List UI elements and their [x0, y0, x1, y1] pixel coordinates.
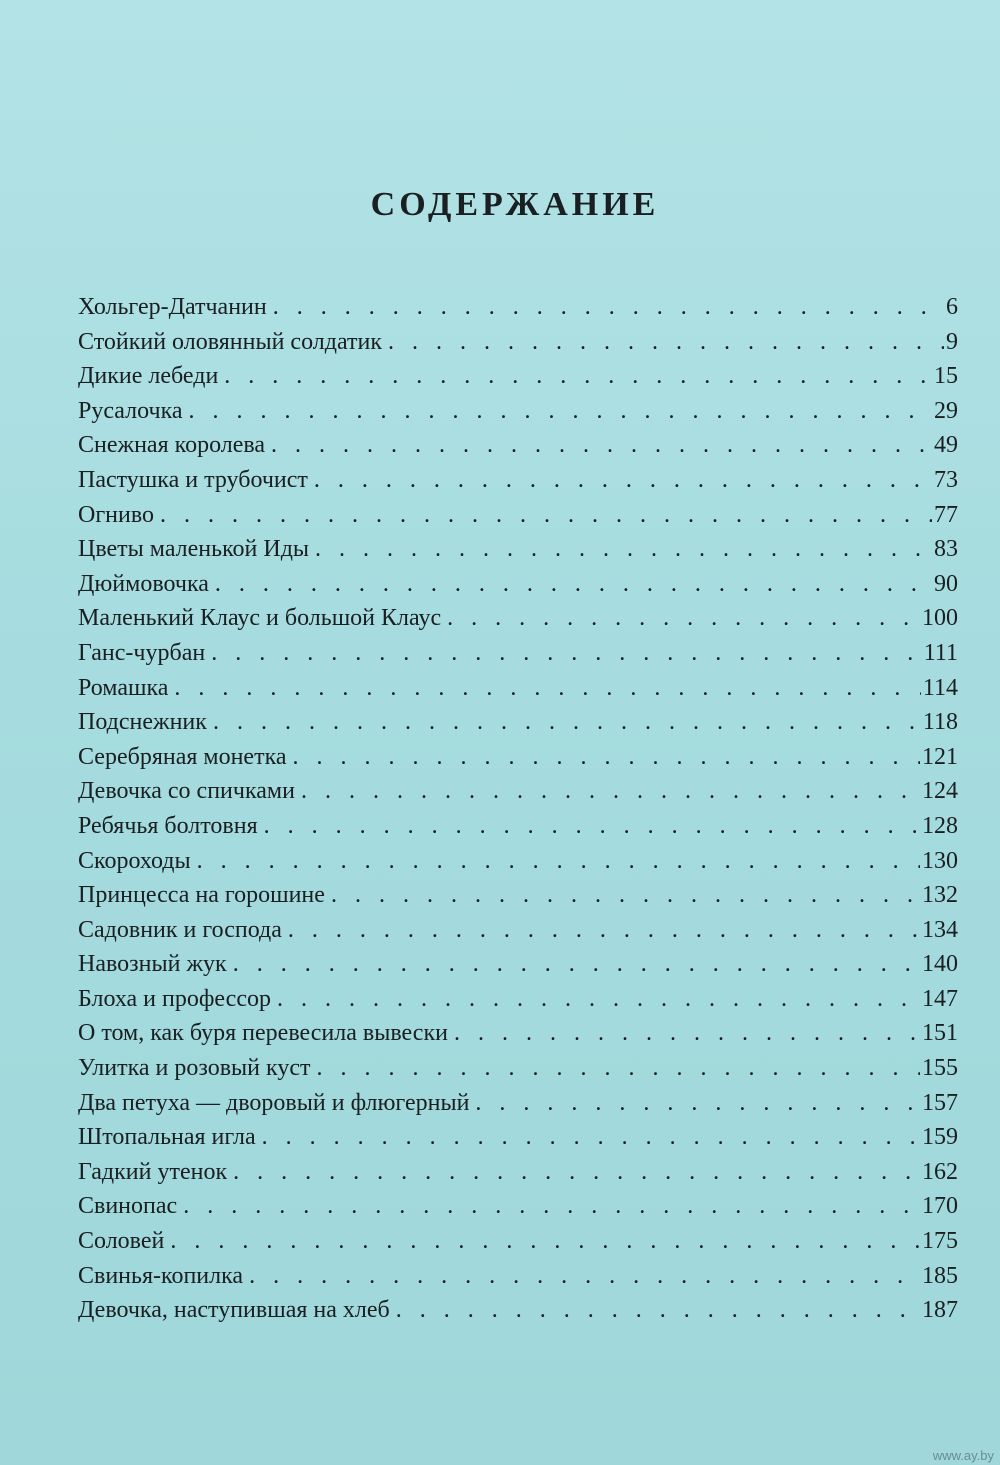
toc-entry-title: Ребячья болтовня: [78, 812, 258, 839]
toc-dot-leader: [197, 844, 920, 879]
toc-entry: [78, 1051, 958, 1086]
toc-entry: [78, 878, 958, 913]
toc-entry-page: 187: [922, 1297, 958, 1324]
toc-entry: [78, 1086, 958, 1121]
toc-entry-page: 134: [922, 916, 958, 943]
toc-entry: [78, 567, 958, 602]
toc-entry: [78, 394, 958, 429]
toc-entry-title: Два петуха — дворовый и флюгерный: [78, 1089, 470, 1116]
toc-entry-page: 151: [922, 1020, 958, 1047]
table-of-contents: [78, 290, 958, 1328]
toc-entry-page: 121: [922, 743, 958, 770]
toc-entry: [78, 1155, 958, 1190]
toc-entry-page: 6: [946, 294, 958, 320]
toc-entry: [78, 498, 958, 533]
toc-entry-title: О том, как буря перевесила вывески: [78, 1020, 448, 1047]
toc-entry-title: Стойкий оловянный солдатик: [78, 328, 382, 355]
toc-dot-leader: [183, 1189, 920, 1224]
toc-dot-leader: [273, 290, 944, 325]
toc-entry: [78, 290, 958, 325]
toc-dot-leader: [454, 1016, 920, 1051]
toc-dot-leader: [447, 601, 920, 636]
toc-entry-page: 157: [922, 1089, 958, 1116]
toc-entry: [78, 601, 958, 636]
toc-entry: [78, 428, 958, 463]
toc-entry-page: 170: [922, 1193, 958, 1220]
toc-entry: [78, 1189, 958, 1224]
toc-entry-page: 83: [934, 536, 958, 563]
toc-dot-leader: [396, 1293, 920, 1328]
toc-entry-page: 73: [934, 466, 958, 493]
toc-entry-title: Скороходы: [78, 847, 191, 874]
toc-entry-page: 128: [922, 812, 958, 839]
toc-entry-title: Снежная королева: [78, 432, 266, 459]
toc-entry: [78, 1224, 958, 1259]
toc-entry-title: Огниво: [78, 501, 155, 528]
toc-entry-page: 130: [922, 847, 958, 874]
toc-entry-page: 124: [922, 778, 958, 805]
toc-entry-title: Свинопас: [78, 1193, 178, 1220]
toc-dot-leader: [174, 671, 920, 706]
toc-entry-page: 100: [922, 605, 958, 632]
toc-entry-page: 77: [934, 501, 958, 528]
toc-dot-leader: [249, 1259, 920, 1294]
toc-dot-leader: [293, 740, 920, 775]
toc-entry: [78, 532, 958, 567]
watermark: www.ay.by: [932, 1448, 994, 1463]
toc-entry-title: Свинья-копилка: [78, 1262, 244, 1289]
toc-dot-leader: [233, 1155, 920, 1190]
toc-entry: [78, 671, 958, 706]
toc-entry-title: Маленький Клаус и большой Клаус: [78, 605, 442, 632]
toc-entry-title: Пастушка и трубочист: [78, 466, 308, 493]
toc-entry: [78, 705, 958, 740]
toc-entry-page: 114: [922, 674, 958, 701]
toc-entry: [78, 1293, 958, 1328]
toc-entry-page: 9: [946, 328, 958, 355]
toc-entry: [78, 636, 958, 671]
toc-entry-title: Дикие лебеди: [78, 363, 219, 390]
toc-entry: [78, 1259, 958, 1294]
toc-entry-title: Гадкий утенок: [78, 1158, 228, 1185]
toc-entry: [78, 982, 958, 1017]
toc-entry-page: 90: [934, 570, 958, 597]
toc-dot-leader: [213, 705, 921, 740]
toc-entry-title: Садовник и господа: [78, 916, 282, 943]
toc-entry-title: Девочка со спичками: [78, 778, 295, 805]
toc-entry: [78, 1016, 958, 1051]
toc-entry-page: 185: [922, 1262, 958, 1289]
toc-entry-title: Ганс-чурбан: [78, 639, 206, 666]
toc-entry-title: Дюймовочка: [78, 570, 209, 597]
toc-entry-title: Русалочка: [78, 397, 183, 424]
toc-entry-page: 49: [934, 432, 958, 459]
toc-entry: [78, 947, 958, 982]
toc-dot-leader: [331, 878, 920, 913]
toc-entry: [78, 809, 958, 844]
toc-dot-leader: [264, 809, 920, 844]
toc-entry-page: 118: [922, 709, 958, 736]
page-title: СОДЕРЖАНИЕ: [370, 186, 660, 223]
toc-dot-leader: [262, 1120, 920, 1155]
toc-dot-leader: [475, 1086, 920, 1121]
toc-entry-title: Навозный жук: [78, 951, 227, 978]
toc-entry-title: Улитка и розовый куст: [78, 1055, 311, 1082]
toc-dot-leader: [170, 1224, 920, 1259]
toc-entry-page: 155: [922, 1055, 958, 1082]
toc-dot-leader: [388, 325, 944, 360]
toc-entry: [78, 463, 958, 498]
toc-entry: [78, 1120, 958, 1155]
toc-dot-leader: [160, 498, 932, 533]
toc-dot-leader: [277, 982, 920, 1017]
toc-entry: [78, 740, 958, 775]
toc-entry-title: Принцесса на горошине: [78, 882, 325, 909]
toc-dot-leader: [233, 947, 920, 982]
toc-dot-leader: [224, 359, 932, 394]
toc-entry: [78, 774, 958, 809]
toc-entry-page: 147: [922, 985, 958, 1012]
toc-dot-leader: [288, 913, 920, 948]
toc-entry: [78, 325, 958, 360]
toc-entry: [78, 913, 958, 948]
toc-entry-page: 111: [923, 639, 958, 666]
toc-entry-page: 159: [922, 1124, 958, 1151]
toc-entry-title: Блоха и профессор: [78, 985, 271, 1012]
toc-entry-title: Хольгер-Датчанин: [78, 294, 267, 320]
toc-entry-page: 175: [922, 1228, 958, 1255]
toc-entry-title: Ромашка: [78, 674, 169, 701]
toc-entry-title: Серебряная монетка: [78, 743, 287, 770]
toc-entry-title: Девочка, наступившая на хлеб: [78, 1297, 390, 1324]
toc-dot-leader: [189, 394, 932, 429]
toc-dot-leader: [215, 567, 932, 602]
toc-dot-leader: [301, 774, 920, 809]
toc-entry-page: 15: [934, 363, 958, 390]
toc-entry-page: 29: [934, 397, 958, 424]
toc-entry-title: Соловей: [78, 1228, 165, 1255]
toc-entry-title: Подснежник: [78, 709, 207, 736]
toc-dot-leader: [317, 1051, 921, 1086]
toc-dot-leader: [315, 532, 932, 567]
toc-entry: [78, 359, 958, 394]
toc-dot-leader: [211, 636, 922, 671]
toc-entry-page: 132: [922, 882, 958, 909]
toc-entry-title: Штопальная игла: [78, 1124, 256, 1151]
toc-dot-leader: [314, 463, 932, 498]
toc-dot-leader: [271, 428, 932, 463]
toc-entry-page: 140: [922, 951, 958, 978]
toc-entry: [78, 844, 958, 879]
toc-entry-title: Цветы маленькой Иды: [78, 536, 310, 563]
toc-entry-page: 162: [922, 1158, 958, 1185]
